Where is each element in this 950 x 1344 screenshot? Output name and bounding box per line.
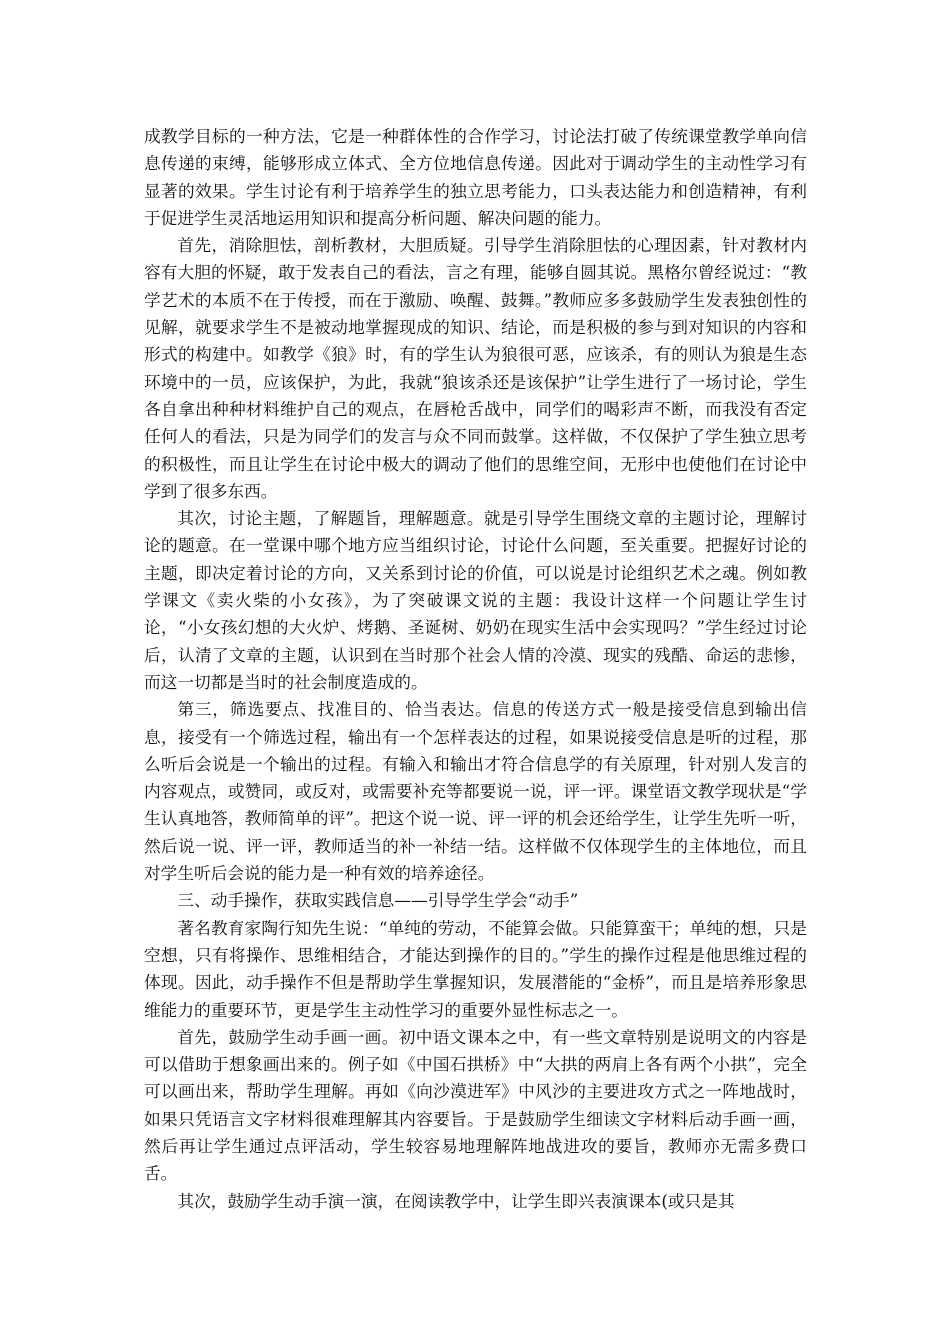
paragraph-discussion-method: 成教学目标的一种方法，它是一种群体性的合作学习，讨论法打破了传统课堂教学单向信息传递的束缚，能够形成立体式、全方位地信息传递。因此对于调动学生的主动性学习有显著的效果。学生讨论有利于培养学生的独立思考能力，口头表达能力和创造精神，有利于促进学生灵活地运用知识和提高分析问题、解决问题的能力。	[144, 126, 807, 228]
paragraph-remove-timidity: 首先，消除胆怯，剖析教材，大胆质疑。引导学生消除胆怯的心理因素，针对教材内容有大胆的怀疑，敢于发表自己的看法，言之有理，能够自圆其说。黑格尔曾经说过：“教学艺术的本质不在于传授，而在于激励、唤醒、鼓舞。”教师应多多鼓励学生发表独创性的见解，就要求学生不是被动地掌握现成的知识、结论，而是积极的参与到对知识的内容和形式的构建中。如教学《狼》时，有的学生认为狼很可恶，应该杀，有的则认为狼是生态环境中的一员，应该保护，为此，我就“狼该杀还是该保护”让学生进行了一场讨论，学生各自拿出种种材料维护自己的观点，在唇枪舌战中，同学们的喝彩声不断，而我没有否定任何人的看法，只是为同学们的发言与众不同而鼓掌。这样做，不仅保护了学生独立思考的积极性，而且让学生在讨论中极大的调动了他们的思维空间，无形中也使他们在讨论中学到了很多东西。	[144, 235, 807, 501]
paragraph-discuss-theme: 其次，讨论主题，了解题旨，理解题意。就是引导学生围绕文章的主题讨论，理解讨论的题意。在一堂课中哪个地方应当组织讨论，讨论什么问题，至关重要。把握好讨论的主题，即决定着讨论的方向，又关系到讨论的价值，可以说是讨论组织艺术之魂。例如教学课文《卖火柴的小女孩》，为了突破课文说的主题：我设计这样一个问题让学生讨论，“小女孩幻想的大火炉、烤鹅、圣诞树、奶奶在现实生活中会实现吗？”学生经过讨论后，认清了文章的主题，认识到在当时那个社会人情的冷漠、现实的残酷、命运的悲惨，而这一切都是当时的社会制度造成的。	[144, 508, 807, 692]
paragraph-draw-it: 首先，鼓励学生动手画一画。初中语文课本之中，有一些文章特别是说明文的内容是可以借助于想象画出来的。例子如《中国石拱桥》中“大拱的两肩上各有两个小拱”，完全可以画出来，帮助学生理解。再如《向沙漠进军》中风沙的主要进攻方式之一阵地战时，如果只凭语言文字材料很难理解其内容要旨。于是鼓励学生细读文字材料后动手画一画，然后再让学生通过点评活动，学生较容易地理解阵地战进攻的要旨，教师亦无需多费口舌。	[144, 1026, 807, 1184]
section-heading-hands-on: 三、动手操作，获取实践信息——引导学生学会“动手”	[177, 890, 579, 911]
document-page	[144, 123, 807, 1215]
paragraph-filter-points: 第三，筛选要点、找准目的、恰当表达。信息的传送方式一般是接受信息到输出信息，接受有一个筛选过程，输出有一个怎样表达的过程，如果说接受信息是听的过程，那么听后会说是一个输出的过程。有输入和输出才符合信息学的有关原理，针对别人发言的内容观点，或赞同，或反对，或需要补充等都要说一说，评一评。课堂语文教学现状是“学生认真地答，教师简单的评”。把这个说一说、评一评的机会还给学生，让学生先听一听，然后说一说、评一评，教师适当的补一补结一结。这样做不仅体现学生的主体地位，而且对学生听后会说的能力是一种有效的培养途径。	[144, 699, 807, 884]
paragraph-tao-xingzhi-quote: 著名教育家陶行知先生说：“单纯的劳动，不能算会做。只能算蛮干；单纯的想，只是空想，只有将操作、思维相结合，才能达到操作的目的。”学生的操作过程是他思维过程的体现。因此，动手操作不但是帮助学生掌握知识，发展潜能的“金桥”，而且是培养形象思维能力的重要环节，更是学生主动性学习的重要外显性标志之一。	[144, 917, 807, 1020]
paragraph-act-it: 其次，鼓励学生动手演一演，在阅读教学中，让学生即兴表演课本(或只是其	[177, 1190, 735, 1211]
